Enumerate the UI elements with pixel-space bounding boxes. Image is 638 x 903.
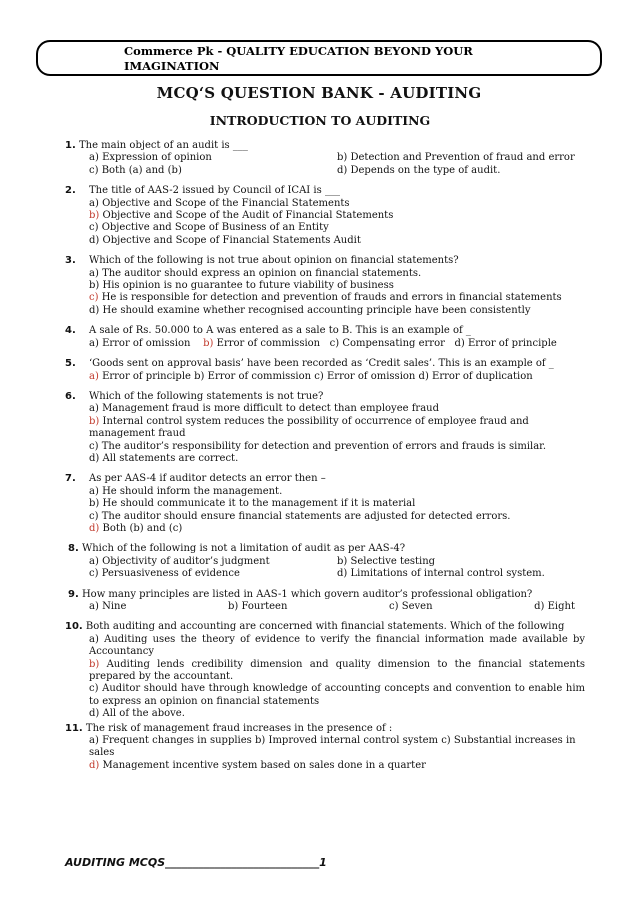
option-a: a) Error of principle [89, 370, 191, 382]
option-d: d) Objective and Scope of Financial Statements Audit [89, 234, 361, 246]
option-b: b) Fourteen [227, 601, 288, 612]
question-number: 4. [65, 325, 76, 337]
question-text: ‘Goods sent on approval basis’ have been recorded as ‘Credit sales’. This is an example of _ [89, 358, 554, 370]
option-b: b) Detection and Prevention of fraud and error [337, 152, 575, 164]
page-title: MCQ‘S QUESTION BANK - AUDITING [156, 84, 482, 102]
option-c: c) He is responsible for detection and prevention of frauds and errors in financial statements [89, 292, 562, 304]
question-text: The main object of an audit is ___ [78, 140, 248, 151]
option-d: d) Error of duplication [418, 370, 533, 382]
option-a: a) Expression of opinion [89, 152, 212, 164]
question-number: 6. [65, 390, 76, 402]
option-a: a) Error of omission [89, 337, 191, 349]
header-banner [36, 40, 602, 76]
question-text: Both auditing and accounting are concerned with financial statements. Which of the following [85, 621, 565, 633]
question-6 [65, 391, 585, 465]
option-b: b) Internal control system reduces the possibility of occurrence of employee fraud and management fraud [89, 415, 529, 440]
option-d: d) Depends on the type of audit. [337, 164, 501, 176]
question-number: 3. [65, 255, 76, 267]
banner-text: Commerce Pk - QUALITY EDUCATION BEYOND YOUR IMAGINATION [124, 44, 473, 73]
option-a: a) Frequent changes in supplies [89, 735, 252, 747]
question-5 [65, 358, 585, 383]
option-c: c) The auditor should ensure financial statements are adjusted for detected errors. [89, 510, 511, 522]
option-d: d) Limitations of internal control system. [337, 568, 545, 580]
question-number: 11. [65, 722, 83, 734]
option-d: d) He should examine whether recognised accounting principle have been consistently [89, 304, 531, 316]
question-number: 5. [65, 358, 76, 370]
question-number: 1. [65, 140, 76, 151]
option-b: b) Error of commission [194, 370, 312, 382]
option-a: a) Nine [89, 601, 127, 612]
option-a: a) Objectivity of auditor’s judgment [89, 555, 270, 567]
question-9 [65, 589, 585, 614]
option-c: c) Substantial increases in sales [89, 735, 576, 759]
option-d: d) All statements are correct. [89, 452, 239, 464]
option-b: b) His opinion is no guarantee to future viability of business [89, 280, 394, 292]
option-b: b) Selective testing [337, 555, 436, 567]
question-text: The risk of management fraud increases in the presence of : [85, 722, 393, 734]
option-b: b) Auditing lends credibility dimension and quality dimension to the financial statements prepared by the accountant. [89, 658, 585, 683]
question-4 [65, 325, 585, 350]
question-text: Which of the following is not true about opinion on financial statements? [89, 255, 459, 267]
question-number: 7. [65, 473, 76, 485]
option-b: b) He should communicate it to the management if it is material [89, 498, 416, 510]
question-number: 2. [65, 185, 76, 197]
option-a: a) Management fraud is more difficult to detect than employee fraud [89, 403, 439, 415]
option-c: c) The auditor’s responsibility for detection and prevention of errors and frauds is similar. [89, 440, 547, 452]
question-10 [65, 621, 585, 720]
option-b: b) Improved internal control system [255, 735, 439, 747]
option-a: a) He should inform the management. [89, 485, 283, 497]
option-c: c) Error of omission [314, 370, 416, 382]
option-a: a) Auditing uses the theory of evidence to verify the financial information made available by Accountancy [89, 633, 586, 658]
question-text: The title of AAS-2 issued by Council of ICAI is ___ [89, 185, 340, 197]
question-8 [65, 543, 585, 580]
option-d: d) Error of principle [454, 337, 557, 349]
option-d: d) Both (b) and (c) [89, 522, 183, 534]
option-c: c) Both (a) and (b) [89, 164, 182, 176]
question-number: 9. [68, 588, 79, 600]
question-text: As per AAS-4 if auditor detects an error then – [89, 473, 326, 485]
option-c: c) Persuasiveness of evidence [89, 568, 240, 580]
question-11 [65, 723, 585, 773]
option-c: c) Seven [389, 601, 433, 612]
option-a: a) The auditor should express an opinion on financial statements. [89, 267, 422, 279]
question-3 [65, 255, 585, 317]
question-text: A sale of Rs. 50.000 to A was entered as a sale to B. This is an example of _ [89, 325, 471, 337]
option-b: b) Objective and Scope of the Audit of Financial Statements [89, 210, 394, 222]
question-list [65, 140, 585, 780]
option-d: d) Eight [534, 601, 575, 612]
question-text: How many principles are listed in AAS-1 which govern auditor’s professional obligation? [81, 588, 533, 600]
section-title: INTRODUCTION TO AUDITING [209, 113, 431, 128]
option-a: a) Objective and Scope of the Financial Statements [89, 197, 350, 209]
question-number: 8. [68, 543, 79, 555]
question-number: 10. [65, 621, 83, 633]
option-d: d) Management incentive system based on sales done in a quarter [89, 759, 426, 771]
option-d: d) All of the above. [89, 708, 185, 720]
option-c: c) Compensating error [329, 337, 445, 349]
question-text: Which of the following statements is not true? [89, 390, 324, 402]
question-2 [65, 185, 585, 247]
page-footer: AUDITING MCQS____________________________1 [65, 856, 327, 869]
question-1 [65, 140, 585, 177]
question-text: Which of the following is not a limitation of audit as per AAS-4? [81, 543, 406, 555]
option-b: b) Error of commission [203, 337, 321, 349]
option-c: c) Objective and Scope of Business of an Entity [89, 222, 329, 234]
question-7 [65, 473, 585, 535]
option-c: c) Auditor should have through knowledge of accounting concepts and convention to enable him to express an opinion on financial statements [89, 683, 585, 707]
